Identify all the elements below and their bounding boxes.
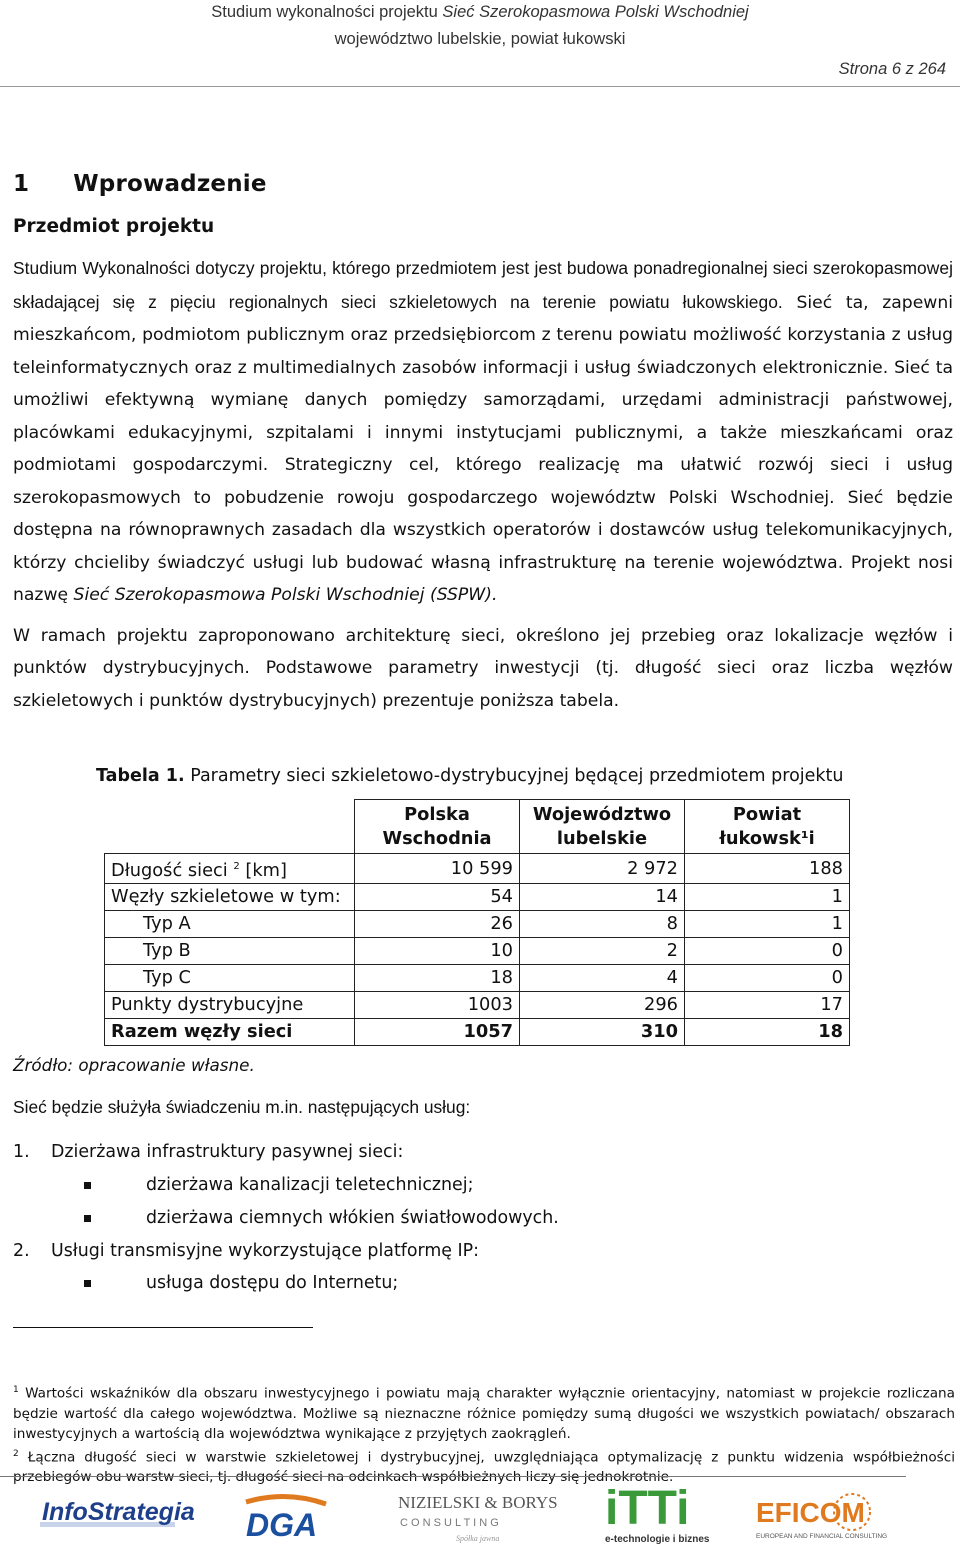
- paragraph-intro-part2: Sieć ta, zapewni mieszkańcom, podmiotom publicznym oraz przedsiębiorcom z terenu powiatu możliwość korzystania z usług teleinformatycznych oraz z multimedialnych zasobów informacji i usług świadczonych elektronicznie. Sieć ta umożliwi efektywną wymianę danych pomiędzy samorządami, urzędami administracji państwowej, placówkami edukacyjnymi, szpitalami i innymi instytucjami publicznymi, a także mieszkańcami oraz podmiotami gospodarczymi. Strategiczny cel, którego realizację ma ułatwić rozwój sieci i usług szerokopasmowych to pobudzenie rowoju gospodarczego województw Polski Wschodniej. Sieć będzie dostępna na równoprawnych zasadach dla wszystkich operatorów i dostawców usług telekomunikacyjnych, którzy chcieliby świadczyć usługi lub budować własną infrastrukturę na terenie województwa. Projekt nosi nazwę: [13, 292, 953, 605]
- table-row-label: Typ C: [105, 964, 355, 991]
- nizielski-borys-logo-text: NIZIELSKI & BORYS: [398, 1493, 558, 1512]
- table-header-col: [520, 800, 685, 854]
- footnote-ref: 2: [233, 861, 240, 872]
- list-item-label: Usługi transmisyjne wykorzystujące platformę IP:: [51, 1240, 480, 1261]
- section-number: 1: [13, 171, 30, 197]
- nizielski-borys-logo: [398, 1486, 558, 1546]
- footnotes: [13, 1380, 955, 1487]
- document-title: [0, 3, 960, 22]
- table-cell: 1057: [355, 1018, 520, 1045]
- footnote-divider: [13, 1327, 313, 1328]
- section-title: Wprowadzenie: [73, 171, 267, 197]
- table-cell: 0: [685, 937, 850, 964]
- footer-divider: [0, 1476, 906, 1477]
- itti-tagline: e-technologie i biznes: [605, 1534, 710, 1545]
- page-number: Strona 6 z 264: [838, 60, 946, 78]
- footnote-number: 1: [13, 1385, 19, 1395]
- table-row: [105, 883, 850, 910]
- list-item-label: Dzierżawa infrastruktury pasywnej sieci:: [51, 1142, 404, 1162]
- section-heading: [13, 160, 953, 208]
- paragraph-architecture: W ramach projektu zaproponowano architekturę sieci, określono jej przebieg oraz lokalizacje węzłów i punktów dystrybucyjnych. Podstawowe parametry inwestycji (tj. długość sieci oraz liczba węzłów szkieletowych i punktów dystrybucyjnych) prezentuje poniższa tabela.: [13, 625, 953, 711]
- table-source: Źródło: opracowanie własne.: [13, 1055, 255, 1075]
- table-cell: 10 599: [355, 854, 520, 884]
- table-header-empty: [105, 800, 355, 854]
- nizielski-borys-consulting-text: C O N S U L T I N G: [400, 1517, 499, 1529]
- table-cell: 26: [355, 910, 520, 937]
- dga-logo: [238, 1490, 333, 1545]
- table-row: [105, 910, 850, 937]
- header-text: Powiat: [732, 803, 802, 825]
- table-cell: 4: [520, 964, 685, 991]
- list-number: 2.: [13, 1240, 30, 1261]
- parameters-table: [104, 799, 850, 1046]
- header-text: łukowsk¹i: [719, 827, 815, 849]
- table-cell: 2 972: [520, 854, 685, 884]
- footnote-text: Łączna długość sieci w warstwie szkieletowej i dystrybucyjnej, uwzględniająca optymalizację z punktu widzenia współbieżności przebiegów obu warstw sieci, tj. długość sieci na odcinkach współbieżnych liczy się jednokrotnie.: [13, 1449, 955, 1486]
- table-row-label: Typ B: [105, 937, 355, 964]
- table-header-row: [105, 800, 850, 854]
- infostrategia-logo-text: InfoStrategia: [42, 1498, 195, 1526]
- header-text: Polska: [404, 803, 470, 825]
- table-caption-label: Tabela 1.: [96, 766, 185, 786]
- subheading: Przedmiot projektu: [13, 216, 215, 237]
- table-row-label: Punkty dystrybucyjne: [105, 991, 355, 1018]
- table-cell: 8: [520, 910, 685, 937]
- table-row-label: Typ A: [105, 910, 355, 937]
- table-header-col: [355, 800, 520, 854]
- eficom-logo: [752, 1488, 902, 1544]
- bullet-item: [13, 1202, 559, 1235]
- footnote-number: 2: [13, 1448, 19, 1459]
- paragraph-intro: [13, 252, 953, 612]
- square-bullet-icon: [84, 1182, 91, 1189]
- table-cell: 17: [685, 991, 850, 1018]
- dga-logo-text: DGA: [246, 1507, 318, 1543]
- table-row: [105, 991, 850, 1018]
- table-cell: 18: [355, 964, 520, 991]
- services-list: [13, 1136, 559, 1300]
- table-caption: [96, 766, 844, 786]
- table-caption-text: Parametry sieci szkieletowo-dystrybucyjnej będącej przedmiotem projektu: [184, 766, 844, 786]
- list-number: 1.: [13, 1142, 30, 1162]
- document-title-prefix: Studium wykonalności projektu: [211, 3, 443, 21]
- eficom-tagline: EUROPEAN AND FINANCIAL CONSULTING: [756, 1533, 888, 1540]
- table-row-label: [105, 854, 355, 884]
- table-cell: 1003: [355, 991, 520, 1018]
- nizielski-borys-tagline: Spółka jawna: [456, 1534, 500, 1543]
- footnote-text: Wartości wskaźników dla obszaru inwestycyjnego i powiatu mają charakter wyłącznie orientacyjny, natomiast w projekcie rozliczana będzie wartość dla całego województwa. Możliwe są nieznaczne różnice pomiędzy sumą długości we wszystkich powiatach/ obszarach inwestycyjnych a wartością dla województwa wynikające z przyjętych zaokrągleń.: [13, 1385, 955, 1442]
- table-row-label: Węzły szkieletowe w tym:: [105, 883, 355, 910]
- table-row: [105, 964, 850, 991]
- table-cell: 310: [520, 1018, 685, 1045]
- table-cell: 1: [685, 883, 850, 910]
- table-cell: 188: [685, 854, 850, 884]
- header-text: Województwo: [532, 803, 672, 825]
- header-text: lubelskie: [556, 827, 648, 849]
- square-bullet-icon: [84, 1215, 91, 1222]
- project-name: Sieć Szerokopasmowa Polski Wschodniej (SSPW).: [73, 585, 498, 605]
- list-item: [13, 1235, 559, 1268]
- partner-logos: [0, 1480, 960, 1550]
- table-cell: 10: [355, 937, 520, 964]
- itti-logo-text: iTTi: [605, 1482, 690, 1535]
- header-text: Wschodnia: [382, 827, 492, 849]
- infostrategia-logo: [40, 1492, 195, 1536]
- table-row: [105, 937, 850, 964]
- table-row-label: Razem węzły sieci: [105, 1018, 355, 1045]
- project-name-italic: Sieć Szerokopasmowa Polski Wschodniej: [442, 3, 749, 21]
- page-header: [0, 0, 960, 88]
- itti-logo: [603, 1482, 728, 1548]
- table-cell: 1: [685, 910, 850, 937]
- table-cell: 296: [520, 991, 685, 1018]
- header-divider: [0, 86, 960, 87]
- table-header-col: [685, 800, 850, 854]
- table-cell: 2: [520, 937, 685, 964]
- table-row: [105, 854, 850, 884]
- table-total-row: [105, 1018, 850, 1045]
- table-cell: 14: [520, 883, 685, 910]
- bullet-text: usługa dostępu do Internetu;: [146, 1273, 399, 1293]
- document-subtitle: województwo lubelskie, powiat łukowski: [334, 30, 626, 48]
- bullet-text: dzierżawa ciemnych włókien światłowodowych.: [146, 1207, 559, 1228]
- eficom-logo-text: EFICOM: [756, 1497, 865, 1528]
- services-intro: Sieć będzie służyła świadczeniu m.in. następujących usług:: [13, 1097, 471, 1117]
- row-label-unit: [km]: [239, 859, 287, 881]
- main-content: [13, 160, 953, 717]
- footnote: [13, 1380, 955, 1444]
- bullet-text: dzierżawa kanalizacji teletechnicznej;: [146, 1174, 474, 1195]
- table-cell: 0: [685, 964, 850, 991]
- table-cell: 54: [355, 883, 520, 910]
- paragraph-intro-part1: Studium Wykonalności dotyczy projektu, którego przedmiotem jest jest budowa ponadregionalnej sieci szerokopasmowej składającej się z pięciu regionalnych sieci szkieletowych na terenie powiatu łukowskiego.: [13, 258, 953, 312]
- bullet-item: [13, 1267, 559, 1300]
- row-label-text: Długość sieci: [111, 859, 228, 881]
- list-item: [13, 1136, 559, 1169]
- bullet-item: [13, 1169, 559, 1202]
- square-bullet-icon: [84, 1280, 91, 1287]
- table-cell: 18: [685, 1018, 850, 1045]
